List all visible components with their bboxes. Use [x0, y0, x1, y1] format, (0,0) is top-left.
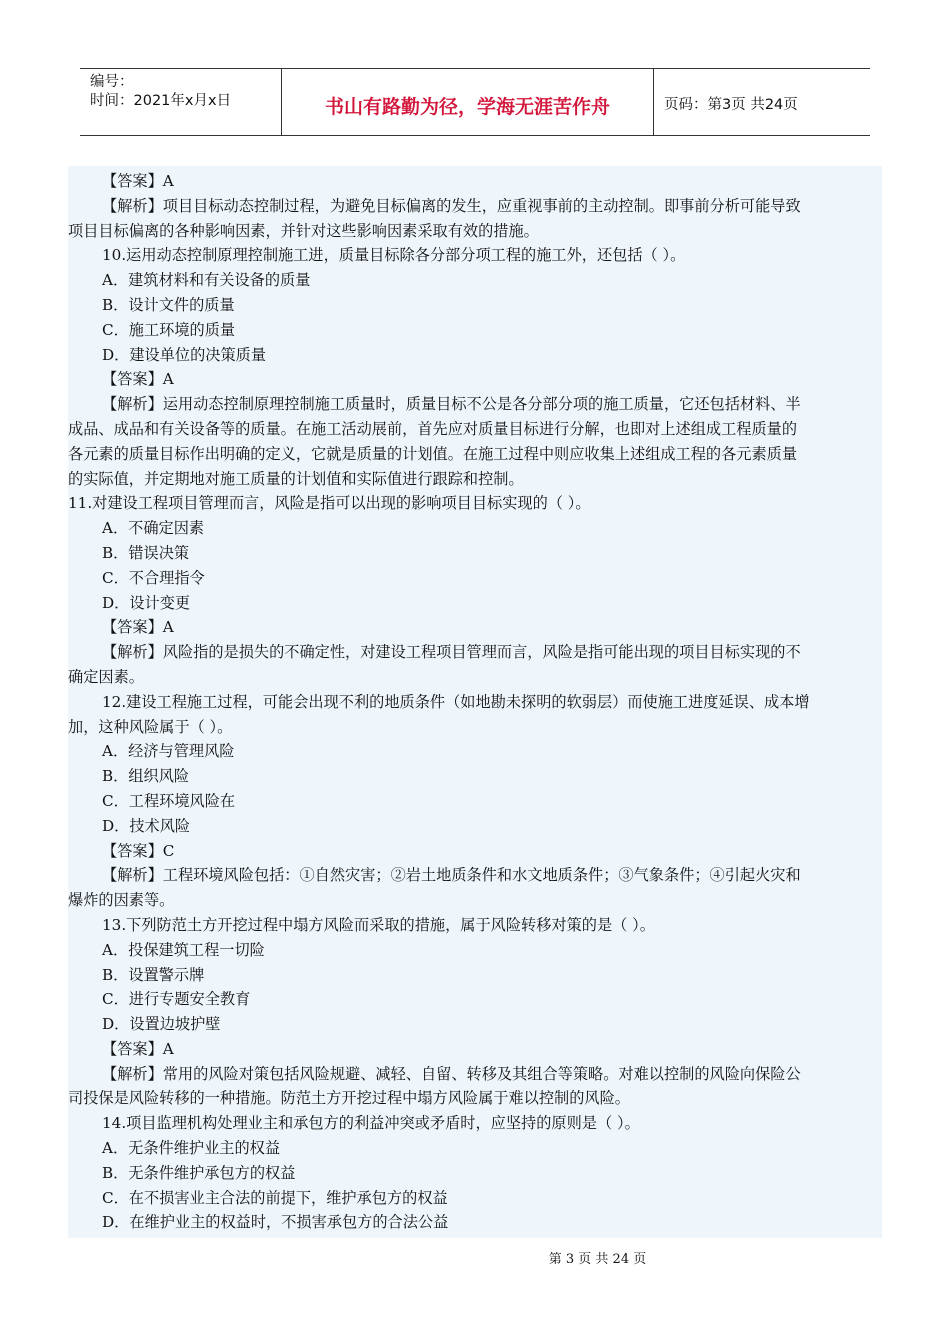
header-meta — [80, 69, 282, 135]
text-line: 13.下列防范土方开挖过程中塌方风险而采取的措施，属于风险转移对策的是（ ）。 — [102, 915, 655, 934]
text-line: B．组织风险 — [102, 767, 190, 786]
header-motto: 书山有路勤为径，学海无涯苦作舟 — [282, 69, 654, 135]
text-line: A．投保建筑工程一切险 — [102, 940, 265, 959]
text-line: 11.对建设工程项目管理而言，风险是指可以出现的影响项目目标实现的（ ）。 — [68, 494, 591, 513]
text-line: 【答案】A — [102, 172, 174, 190]
text-line: C．不合理指令 — [102, 568, 205, 587]
page-footer — [0, 1248, 950, 1267]
text-line: 【答案】C — [102, 841, 175, 860]
text-line: 12.建设工程施工过程，可能会出现不利的地质条件（如地勘未探明的软弱层）而使施工进度延误、成本增 — [102, 692, 810, 711]
code-label: 编号： — [90, 74, 134, 90]
text-line: 的实际值，并定期地对施工质量的计划值和实际值进行跟踪和控制。 — [68, 469, 524, 488]
text-line: 加，这种风险属于（ ）。 — [68, 717, 233, 736]
text-line: 各元素的质量目标作出明确的定义，它就是质量的计划值。在施工过程中则应收集上述组成工程的各元素质量 — [68, 444, 797, 463]
text-line: 【解析】常用的风险对策包括风险规避、减轻、自留、转移及其组合等策略。对难以控制的风险向保险公 — [102, 1064, 801, 1083]
text-line: C．施工环境的质量 — [102, 320, 236, 339]
text-line: B．无条件维护承包方的权益 — [102, 1163, 296, 1182]
text-line: D．技术风险 — [102, 816, 191, 835]
text-line: 【解析】运用动态控制原理控制施工质量时，质量目标不公是各分部分项的施工质量，它还包括材料、半 — [102, 395, 801, 414]
text-line: C．进行专题安全教育 — [102, 990, 251, 1009]
text-line: D．设计变更 — [102, 593, 191, 612]
document-body — [68, 166, 882, 1238]
text-line: D．在维护业主的权益时，不损害承包方的合法公益 — [102, 1213, 449, 1232]
text-line: 10.运用动态控制原理控制施工进，质量目标除各分部分项工程的施工外，还包括（ ）。 — [102, 246, 686, 265]
header-page-info: 页码：第3页 共24页 — [664, 96, 798, 113]
text-line: 【答案】A — [102, 1039, 174, 1058]
text-line: 【解析】工程环境风险包括：①自然灾害；②岩土地质条件和水文地质条件；③气象条件；④引起火灾和 — [102, 866, 801, 885]
text-line: C．在不损害业主合法的前提下，维护承包方的权益 — [102, 1188, 448, 1207]
text-line: 【解析】项目目标动态控制过程，为避免目标偏离的发生，应重视事前的主动控制。即事前分析可能导致 — [102, 196, 801, 215]
text-line: 【答案】A — [102, 618, 174, 637]
text-line: A．无条件维护业主的权益 — [102, 1139, 281, 1158]
text-line: A．建筑材料和有关设备的质量 — [102, 271, 311, 290]
text-line: B．设置警示牌 — [102, 965, 205, 984]
text-line: 确定因素。 — [68, 667, 144, 686]
text-line: D．设置边坡护壁 — [102, 1015, 221, 1034]
text-line: A．不确定因素 — [102, 519, 205, 538]
text-line: C．工程环境风险在 — [102, 791, 236, 810]
text-line: 项目目标偏离的各种影响因素，并针对这些影响因素采取有效的措施。 — [68, 221, 539, 240]
text-line: D．建设单位的决策质量 — [102, 345, 267, 364]
text-line: 14.项目监理机构处理业主和承包方的利益冲突或矛盾时，应坚持的原则是（ ）。 — [102, 1114, 640, 1133]
text-line: 成品、成品和有关设备等的质量。在施工活动展前，首先应对质量目标进行分解，也即对上述组成工程质量的 — [68, 419, 797, 438]
footer-page-number: 第 3 页 共 24 页 — [548, 1252, 647, 1267]
text-line: A．经济与管理风险 — [102, 742, 235, 761]
page-header — [80, 68, 870, 136]
text-line: B．错误决策 — [102, 543, 190, 562]
text-line: 【解析】风险指的是损失的不确定性，对建设工程项目管理而言，风险是指可能出现的项目目标实现的不 — [102, 643, 801, 662]
text-line: 爆炸的因素等。 — [68, 891, 175, 910]
text-line: 【答案】A — [102, 370, 174, 389]
text-line: 司投保是风险转移的一种措施。防范土方开挖过程中塌方风险属于难以控制的风险。 — [68, 1089, 630, 1108]
text-line: B．设计文件的质量 — [102, 295, 235, 314]
date-label: 时间：2021年x月x日 — [90, 93, 232, 109]
